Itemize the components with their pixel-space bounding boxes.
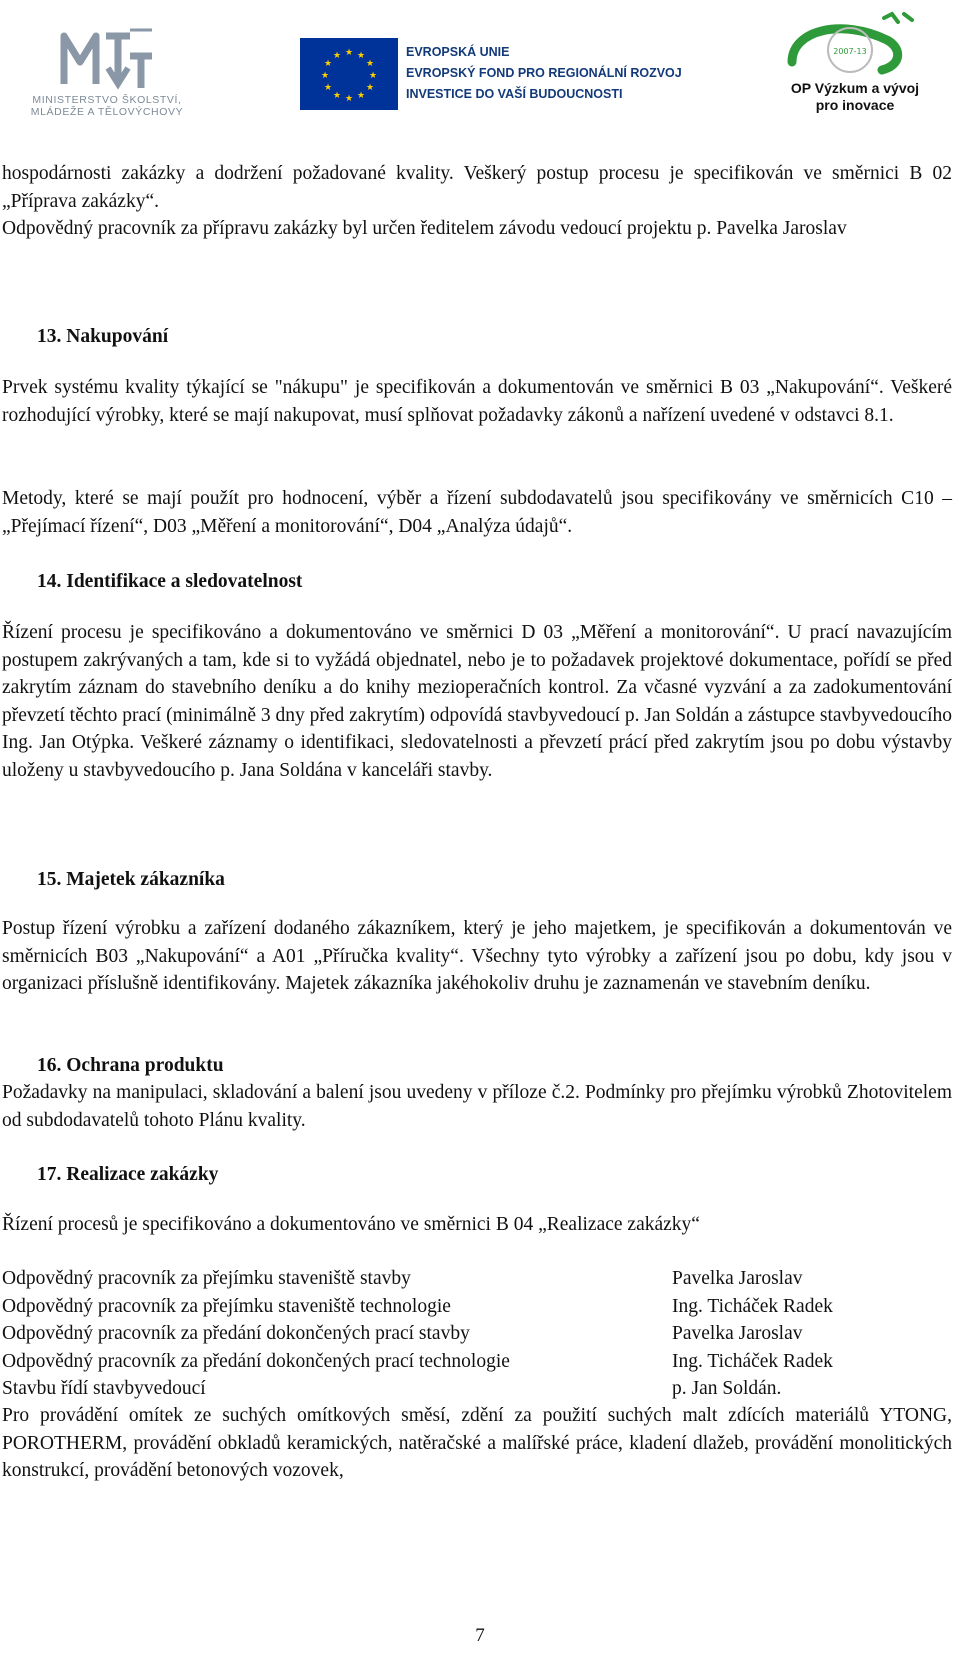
- svg-text:★: ★: [320, 71, 330, 81]
- eu-line-1: EVROPSKÁ UNIE: [406, 45, 510, 59]
- op-line-2: pro inovace: [815, 97, 895, 113]
- intro-paragraph: hospodárnosti zakázky a dodržení požadované kvality. Veškerý postup procesu je specifikován ve směrnici B 02 „Příprava zakázky“.: [2, 163, 952, 212]
- section-16-paragraph-1: Požadavky na manipulaci, skladování a balení jsou uvedeny v příloze č.2. Podmínky pro přejímku výrobků Zhotovitelem od subdodavatelů tohoto Plánu kvality.: [2, 1082, 952, 1131]
- responsibility-role: Odpovědný pracovník za přejímku staveniště technologie: [2, 1295, 451, 1317]
- section-13-paragraph-2: Metody, které se mají použít pro hodnocení, výběr a řízení subdodavatelů jsou specifikovány ve směrnicích C10 – „Přejímací řízení“, D03 „Měření a monitorování“, D04 „Analýza údajů“.: [2, 488, 952, 537]
- op-vavpi-logo: [770, 10, 945, 120]
- op-badge-text: 2007-13: [833, 47, 867, 56]
- responsibility-row: [2, 1375, 952, 1403]
- section-15-paragraph-1: Postup řízení výrobku a zařízení dodaného zákazníkem, který je jeho majetkem, je specifikován a dokumentován ve směrnicích B03 „Nakupování“ a A01 „Příručka kvality“. Všechny tyto výrobky a zařízení jsou po dobu, kdy jsou v organizaci příslušně identifikovány. Majetek zákazníka jakéhokoliv druhu je zaznamenán ve stavebním deníku.: [2, 918, 952, 994]
- svg-text:★: ★: [365, 83, 375, 93]
- responsibility-row: [2, 1320, 952, 1348]
- msmt-line-2: MLÁDEŽE A TĚLOVÝCHOVY: [30, 106, 184, 118]
- msmt-emblem-icon: [58, 28, 158, 92]
- page-number: 7: [475, 1625, 485, 1646]
- svg-text:★: ★: [368, 71, 378, 81]
- responsibility-row: [2, 1348, 952, 1376]
- section-heading-15: 15. Majetek zákazníka: [37, 869, 225, 890]
- section-17-paragraph-1: Řízení procesů je specifikováno a dokumentováno ve směrnici B 04 „Realizace zakázky“: [2, 1214, 700, 1235]
- responsibility-person: Ing. Ticháček Radek: [672, 1350, 833, 1372]
- header-logos: [0, 0, 960, 140]
- svg-text:★: ★: [356, 91, 366, 101]
- section-heading-17: 17. Realizace zakázky: [37, 1164, 219, 1185]
- msmt-logo-text: [12, 94, 202, 118]
- responsibility-row: [2, 1293, 952, 1321]
- responsibility-role: Odpovědný pracovník za předání dokončených prací technologie: [2, 1350, 510, 1372]
- svg-text:★: ★: [332, 91, 342, 101]
- msmt-line-1: MINISTERSTVO ŠKOLSTVÍ,: [32, 94, 182, 106]
- responsibility-role: Odpovědný pracovník za přejímku staveniště stavby: [2, 1268, 411, 1289]
- svg-text:★: ★: [323, 83, 333, 93]
- responsibility-person: Ing. Ticháček Radek: [672, 1295, 833, 1317]
- responsibility-row: [2, 1265, 952, 1293]
- responsibility-person: p. Jan Soldán.: [672, 1378, 782, 1400]
- eu-line-2: EVROPSKÝ FOND PRO REGIONÁLNÍ ROZVOJ: [406, 66, 682, 80]
- eu-logo-text: [406, 42, 682, 105]
- section-heading-14: 14. Identifikace a sledovatelnost: [37, 571, 303, 592]
- svg-text:★: ★: [332, 51, 342, 61]
- responsibility-role: Stavbu řídí stavbyvedoucí: [2, 1378, 206, 1400]
- section-heading-16: 16. Ochrana produktu: [37, 1055, 224, 1076]
- op-swirl-icon: [772, 10, 932, 85]
- svg-text:★: ★: [344, 94, 354, 104]
- svg-text:★: ★: [344, 48, 354, 58]
- op-line-1: OP Výzkum a vývoj: [790, 80, 920, 96]
- responsibility-person: Pavelka Jaroslav: [672, 1268, 803, 1289]
- section-14-paragraph-1: Řízení procesu je specifikováno a dokumentováno ve směrnici D 03 „Měření a monitorování“. U prací navazujícím postupem zakrývaných a tam, kde si to vyžádá objednatel, nebo je to požadavek projektové dokumentace, pořídí se před zakrytím záznam do stavebního deníku a do knihy mezioperačních kontrol. Za včasné vyzvání a za zadokumentování převzetí těchto prací (minimálně 3 dny před zakrytím) odpovídá stavbyvedoucí p. Jan Soldán a zástupce stavbyvedoucího Ing. Jan Otýpka. Veškeré záznamy o identifikaci, sledovatelnosti a převzetí prácí před zakrytím jsou po dobu výstavby uloženy u stavbyvedoucího p. Jana Soldána v kanceláři stavby.: [2, 622, 952, 781]
- eu-line-3: INVESTICE DO VAŠÍ BUDOUCNOSTI: [406, 87, 623, 101]
- eu-logo: [300, 38, 682, 110]
- msmt-logo: [12, 28, 197, 118]
- op-logo-text: [770, 80, 940, 114]
- section-13-paragraph-1: Prvek systému kvality týkající se "nákupu" je specifikován a dokumentován ve směrnici B 03 „Nakupování“. Veškeré rozhodující výrobky, které se mají nakupovat, musí splňovat požadavky zákonů a nařízení uvedené v odstavci 8.1.: [2, 377, 952, 426]
- svg-text:★: ★: [323, 59, 333, 69]
- svg-text:★: ★: [356, 51, 366, 61]
- intro-paragraph-2: Odpovědný pracovník za přípravu zakázky byl určen ředitelem závodu vedoucí projektu p. Pavelka Jaroslav: [2, 218, 847, 239]
- responsibilities-list: [2, 1265, 952, 1403]
- responsibility-person: Pavelka Jaroslav: [672, 1323, 803, 1345]
- responsibility-role: Odpovědný pracovník za předání dokončených prací stavby: [2, 1323, 470, 1345]
- svg-text:★: ★: [365, 59, 375, 69]
- closing-paragraph: Pro provádění omítek ze suchých omítkových směsí, zdění za použití suchých malt zdících materiálů YTONG, POROTHERM, provádění obkladů keramických, natěračské a malířské práce, kladení dlažeb, provádění monolitických konstrukcí, provádění betonových vozovek,: [2, 1405, 952, 1481]
- section-heading-13: 13. Nakupování: [37, 326, 169, 347]
- eu-flag-icon: [300, 38, 398, 110]
